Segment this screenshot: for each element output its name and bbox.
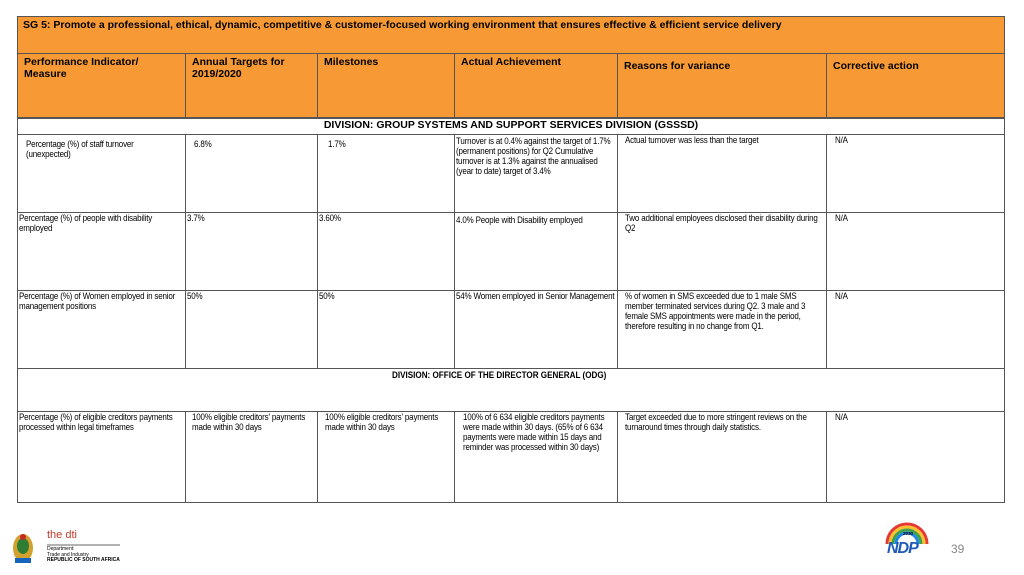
header-reasons-for-variance: Reasons for variance (618, 54, 827, 118)
table-cell: 6.8% (186, 135, 318, 213)
table-cell: 4.0% People with Disability employed (455, 213, 618, 291)
table-cell: Percentage (%) of staff turnover (unexpected) (17, 135, 186, 213)
table-title: SG 5: Promote a professional, ethical, dynamic, competitive & customer-focused working environment that ensures effective & efficient service delivery (17, 16, 1005, 54)
dti-brand-text: the dti (47, 529, 77, 541)
table-cell: 50% (318, 291, 455, 369)
table-cell: N/A (827, 291, 1005, 369)
table-cell: % of women in SMS exceeded due to 1 male SMS member terminated services during Q2. 3 male and 3 female SMS appointments were made in the period, therefore resulting in no change from Q1. (618, 291, 827, 369)
table-cell: Percentage (%) of people with disability employed (17, 213, 186, 291)
page-number: 39 (951, 542, 965, 556)
dti-logo (10, 528, 130, 568)
ndp-year-text: 2030 (903, 531, 914, 536)
table-cell: N/A (827, 412, 1005, 503)
table-cell: 100% of 6 634 eligible creditors payments were made within 30 days. (65% of 6 634 payments were made within 15 days and reminder was processed within 30 days) (455, 412, 618, 503)
header-milestones: Milestones (318, 54, 455, 118)
table-cell: 100% eligible creditors' payments made within 30 days (186, 412, 318, 503)
table-cell: N/A (827, 135, 1005, 213)
header-annual-targets: Annual Targets for 2019/2020 (186, 54, 318, 118)
dti-department-text: Department: Trade and Industry REPUBLIC OF SOUTH AFRICA (47, 546, 120, 563)
table-cell: Percentage (%) of eligible creditors payments processed within legal timeframes (17, 412, 186, 503)
table-cell: 100% eligible creditors' payments made within 30 days (318, 412, 455, 503)
ndp-2030-logo (883, 522, 931, 562)
table-cell: N/A (827, 213, 1005, 291)
table-cell: 1.7% (318, 135, 455, 213)
division-gsssd-row: DIVISION: GROUP SYSTEMS AND SUPPORT SERVICES DIVISION (GSSSD) (17, 118, 1005, 135)
sg5-table (17, 16, 1005, 503)
table-cell: 3.7% (186, 213, 318, 291)
table-cell: 54% Women employed in Senior Management (455, 291, 618, 369)
table-cell: Turnover is at 0.4% against the target of 1.7% (permanent positions) for Q2 Cumulative turnover is at 1.3% against the annualised (year to date) target of 3.4% (455, 135, 618, 213)
table-cell: 50% (186, 291, 318, 369)
header-performance-indicator: Performance Indicator/ Measure (17, 54, 186, 118)
table-cell: 3.60% (318, 213, 455, 291)
table-cell: Percentage (%) of Women employed in senior management positions (17, 291, 186, 369)
table-cell: Actual turnover was less than the target (618, 135, 827, 213)
division-odg-row: DIVISION: OFFICE OF THE DIRECTOR GENERAL (ODG) (17, 369, 1005, 412)
table-cell: Target exceeded due to more stringent reviews on the turnaround times through daily statistics. (618, 412, 827, 503)
header-corrective-action: Corrective action (827, 54, 1005, 118)
header-actual-achievement: Actual Achievement (455, 54, 618, 118)
table-cell: Two additional employees disclosed their disability during Q2 (618, 213, 827, 291)
ndp-text: NDP (887, 540, 918, 557)
